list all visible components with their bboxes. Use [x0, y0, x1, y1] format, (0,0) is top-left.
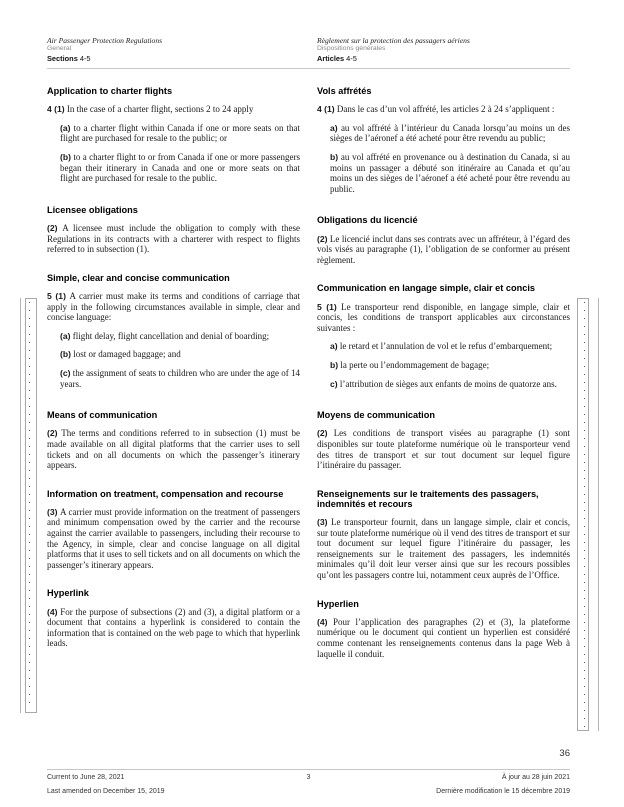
footer-derniere-modification: Dernière modification le 15 décembre 2019	[436, 788, 570, 795]
provision-text: lost or damaged baggage; and	[73, 349, 181, 360]
provision-number: (b)	[60, 349, 71, 360]
provision-text: For the purpose of subsections (2) and (3), a digital platform or a document that contains a hyperlink is considered to contain the information that is contained on the web page to which that hyperlink leads.	[47, 606, 301, 649]
provision-text: le retard et l’annulation de vol et le refus d’embarquement;	[339, 341, 553, 352]
provision-number: (b)	[60, 151, 71, 162]
provision-text: A licensee must include the obligation to comply with these Regulations in its contracts with a charterer with respect to flights referred to in subsection (1).	[47, 222, 301, 255]
section-heading: Renseignements sur le traitements des passagers, indemnités et recours	[317, 488, 539, 509]
document-title-french: Règlement sur la protection des passagers aériens	[317, 36, 470, 45]
provision-text: la perte ou l’endommagement de bagage;	[340, 359, 490, 370]
provision-number: c)	[330, 378, 338, 389]
provision-subparagraph	[60, 349, 300, 360]
provision-paragraph	[47, 607, 300, 649]
provision-text: flight delay, flight cancellation and denial of boarding;	[72, 330, 270, 341]
provision-text: au vol affrété à l’intérieur du Canada lorsqu’au moins un des sièges de l’aéronef a été acheté pour être revendu au public;	[330, 122, 570, 144]
provision-subparagraph	[330, 360, 570, 371]
header-subtitle-english: General	[47, 45, 72, 52]
provision-text: In the case of a charter flight, sections 2 to 24 apply	[66, 104, 254, 115]
provision-paragraph	[47, 428, 300, 470]
articles-label: Articles	[317, 53, 345, 63]
section-heading: Hyperlien	[317, 598, 359, 609]
column-french	[317, 86, 570, 659]
provision-number: 5 (1)	[317, 301, 337, 312]
amendment-bar-left-box	[25, 298, 37, 713]
header-sections-french	[317, 54, 570, 63]
provision-paragraph	[317, 302, 570, 334]
provision-number: (2)	[317, 428, 328, 439]
provision-subparagraph	[330, 123, 570, 144]
amendment-dots-left	[29, 302, 30, 709]
provision-number: b)	[330, 359, 339, 370]
section-heading: Means of communication	[47, 410, 158, 421]
provision-paragraph	[317, 104, 570, 115]
section-heading: Simple, clear and concise communication	[47, 272, 230, 283]
header-rule	[47, 68, 570, 69]
header-subtitle-french: Dispositions générales	[317, 45, 386, 52]
provision-text: Le licencié inclut dans ses contrats avec un affréteur, à l’égard des vols visés au paragraphe (1), l’obligation de se conformer au présent règlement.	[317, 233, 570, 265]
provision-paragraph	[47, 104, 300, 115]
provision-text: Dans le cas d’un vol affrété, les articles 2 à 24 s’appliquent :	[336, 104, 555, 115]
provision-number: (3)	[47, 506, 58, 517]
section-heading: Information on treatment, compensation and recourse	[47, 488, 284, 499]
provision-text: A carrier must make its terms and conditions of carriage that apply in the following circumstances available in simple, clear and concise language:	[47, 290, 300, 323]
provision-text: A carrier must provide information on the treatment of passengers and minimum compensation owed by the carrier and the recourse against the carrier available to passengers, including their recourse to the Agency, in simple, clear and concise language on all digital platforms that it uses to sell tickets and on all documents on which the passenger’s itinerary appears.	[47, 506, 301, 570]
provision-subparagraph	[330, 152, 570, 194]
provision-subparagraph	[60, 368, 300, 389]
page-corner-number: 36	[559, 748, 570, 759]
provision-paragraph	[317, 517, 570, 581]
provision-text: to a charter flight to or from Canada if one or more passengers began their itinerary in Canada and one or more seats on that flight are purchased for resale to the public.	[60, 151, 301, 184]
document-title-english: Air Passenger Protection Regulations	[47, 36, 163, 45]
provision-number: (2)	[47, 222, 58, 233]
header-english	[47, 36, 300, 63]
provision-text: The terms and conditions referred to in subsection (1) must be made available on all digital platforms that the carrier uses to sell tickets and on all documents on which the passenger’s itinerary appears.	[47, 428, 300, 471]
footer-last-amended: Last amended on December 15, 2019	[47, 788, 165, 795]
page-header	[47, 36, 570, 63]
footer-current-to: Current to June 28, 2021	[47, 774, 125, 781]
provision-paragraph	[317, 234, 570, 266]
document-body	[47, 86, 570, 659]
section-heading: Application to charter flights	[47, 86, 173, 96]
provision-text: au vol affrété en provenance ou à destination du Canada, si au moins un passager a débuté son itinéraire au Canada et qu’au moins un des sièges de l’aéronef a été acheté pour être revendu au public.	[330, 151, 570, 194]
provision-number: (2)	[317, 233, 328, 244]
footer-rule	[47, 769, 570, 770]
provision-paragraph	[47, 223, 300, 255]
section-heading: Hyperlink	[47, 588, 89, 599]
provision-text: Pour l’application des paragraphes (2) et (3), la plateforme numérique ou le document qui contient un hyperlien est considéré comme contenant les renseignements contenus dans la page Web à laquelle il conduit.	[317, 616, 570, 659]
provision-text: to a charter flight within Canada if one or more seats on that flight are purchased for resale to the public; or	[60, 122, 300, 144]
provision-paragraph	[317, 428, 570, 470]
provision-number: (2)	[47, 428, 58, 439]
provision-text: Les conditions de transport visées au paragraphe (1) sont disponibles sur toute plateforme numérique où le transporteur vend des titres de transport et sur tout document sur lequel figure l’itinéraire du passager.	[317, 428, 570, 471]
provision-number: (3)	[317, 517, 328, 528]
provision-subparagraph	[330, 379, 570, 390]
articles-value: 4-5	[346, 53, 357, 63]
provision-text: Le transporteur fournit, dans un langage simple, clair et concis, sur toute plateforme numérique où il vend des titres de transport et sur tout document sur lequel figure l’itinéraire du passager, les renseignements sur le traitement des passagers, les indemnités minimales qu’il doit leur verser ainsi que sur les recours possibles qu’ont les passagers contre lui, notamment ceux auprès de l’Office.	[317, 517, 570, 581]
provision-number: 5 (1)	[47, 290, 66, 301]
provision-number: b)	[330, 151, 339, 162]
provision-text: l’attribution de sièges aux enfants de moins de quatorze ans.	[339, 378, 557, 389]
section-heading: Communication en langage simple, clair et concis	[317, 283, 536, 294]
provision-subparagraph	[330, 341, 570, 352]
sections-value: 4-5	[79, 53, 91, 63]
sections-label: Sections	[47, 53, 78, 63]
provision-subparagraph	[60, 152, 300, 184]
footer-page-number: 3	[306, 774, 311, 781]
provision-number: 4 (1)	[317, 104, 335, 115]
provision-number: 4 (1)	[47, 104, 65, 115]
provision-subparagraph	[60, 331, 300, 342]
section-heading: Moyens de communication	[317, 410, 435, 421]
provision-number: (4)	[47, 606, 58, 617]
amendment-bar-left-line	[20, 298, 21, 713]
provision-paragraph	[47, 507, 300, 571]
provision-paragraph	[317, 617, 570, 659]
provision-text: Le transporteur rend disponible, en langage simple, clair et concis, les conditions de transport applicables aux circonstances suivantes :	[317, 301, 571, 333]
provision-number: (a)	[60, 330, 71, 341]
amendment-bar-right-line	[598, 298, 599, 731]
amendment-bar-right-box	[577, 298, 589, 731]
provision-subparagraph	[60, 123, 300, 144]
provision-paragraph	[47, 291, 300, 323]
header-french	[317, 36, 570, 63]
section-heading: Obligations du licencié	[317, 215, 418, 226]
provision-number: (c)	[60, 367, 71, 378]
provision-number: a)	[330, 341, 338, 352]
section-heading: Licensee obligations	[47, 204, 138, 215]
amendment-dots-right	[584, 302, 585, 727]
column-english	[47, 86, 300, 659]
provision-number: (a)	[60, 122, 71, 133]
section-heading: Vols affrétés	[317, 86, 372, 96]
header-sections-english	[47, 54, 300, 63]
provision-number: (4)	[317, 616, 328, 627]
provision-number: a)	[330, 122, 338, 133]
footer-a-jour: À jour au 28 juin 2021	[501, 774, 570, 781]
provision-text: the assignment of seats to children who are under the age of 14 years.	[60, 367, 301, 389]
